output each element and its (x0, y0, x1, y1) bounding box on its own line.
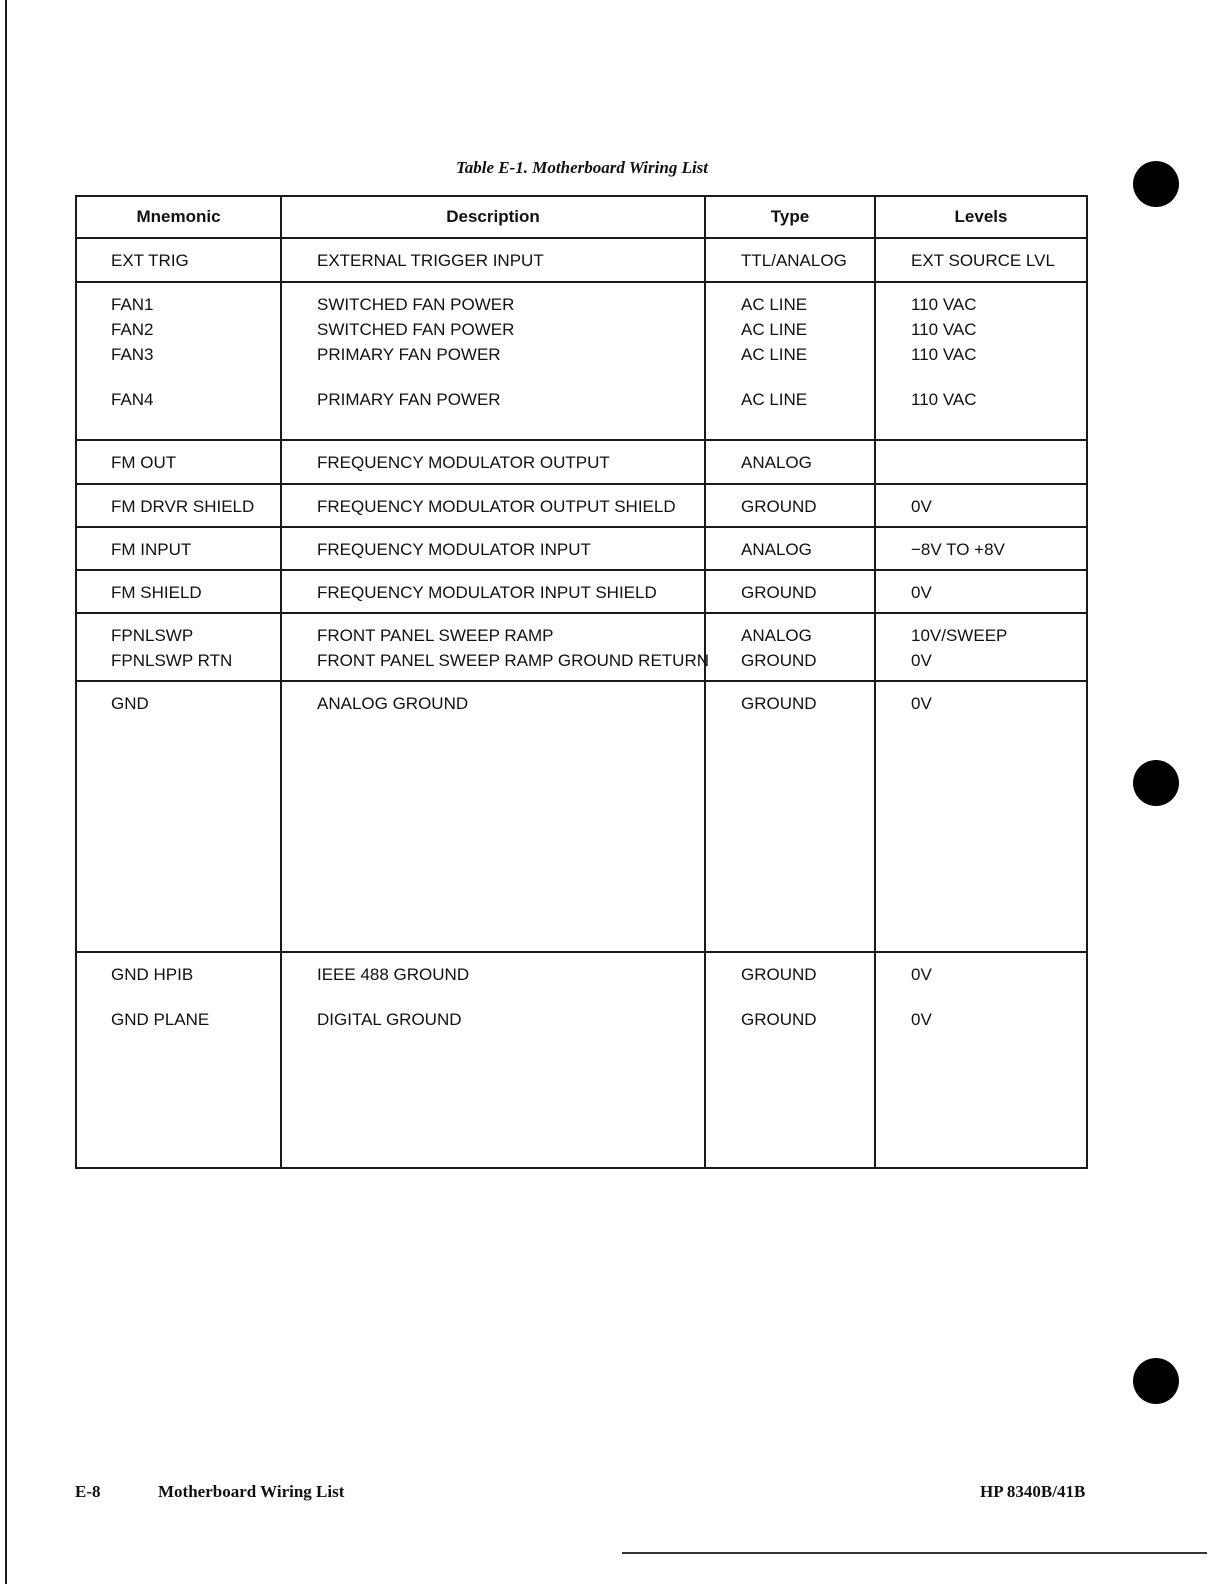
description: EXTERNAL TRIGGER INPUT (317, 251, 544, 270)
levels: 0V (911, 583, 932, 602)
binding-edge-line (5, 0, 7, 1584)
type: AC LINE (741, 295, 808, 314)
levels: 110 VAC (911, 320, 977, 339)
levels-cell (875, 952, 1087, 1168)
table-row (76, 440, 1087, 484)
table-row (76, 952, 1087, 1168)
levels: 110 VAC (911, 390, 977, 409)
mnemonic-cell (76, 613, 281, 681)
levels-cell (875, 681, 1087, 952)
type: AC LINE (741, 320, 808, 339)
levels: 0V (911, 965, 932, 984)
levels: 110 VAC (911, 345, 977, 364)
description-cell (281, 681, 705, 952)
type-cell (705, 570, 875, 613)
description: FRONT PANEL SWEEP RAMP (317, 626, 554, 645)
mnemonic: GND HPIB (111, 965, 194, 984)
levels: EXT SOURCE LVL (911, 251, 1055, 270)
type: GROUND (741, 583, 817, 602)
punch-hole-bottom (1133, 1358, 1179, 1404)
type: AC LINE (741, 345, 808, 364)
mnemonic: EXT TRIG (111, 251, 189, 270)
mnemonic: FM SHIELD (111, 583, 202, 602)
mnemonic-cell (76, 282, 281, 440)
type: AC LINE (741, 390, 808, 409)
type-cell (705, 613, 875, 681)
levels: 0V (911, 1010, 932, 1029)
type: GROUND (741, 694, 817, 713)
description: DIGITAL GROUND (317, 1010, 462, 1029)
levels-cell (875, 282, 1087, 440)
levels-cell (875, 570, 1087, 613)
type: GROUND (741, 1010, 817, 1029)
mnemonic: FAN3 (111, 345, 154, 364)
mnemonic-cell (76, 440, 281, 484)
mnemonic: FPNLSWP (111, 626, 194, 645)
description-cell (281, 570, 705, 613)
type-cell (705, 440, 875, 484)
description-cell (281, 613, 709, 681)
type: GROUND (741, 497, 817, 516)
header-mnemonic: Mnemonic (76, 196, 281, 238)
description: FRONT PANEL SWEEP RAMP GROUND RETURN (317, 651, 709, 670)
table-row (76, 570, 1087, 613)
levels (911, 450, 1086, 475)
footer-section-title: Motherboard Wiring List (158, 1482, 345, 1501)
description: PRIMARY FAN POWER (317, 345, 501, 364)
levels: 0V (911, 694, 932, 713)
levels: 10V/SWEEP (911, 626, 1008, 645)
mnemonic: FM DRVR SHIELD (111, 497, 255, 516)
table-row (76, 613, 1087, 681)
levels: 0V (911, 497, 932, 516)
mnemonic: FAN2 (111, 320, 154, 339)
type: ANALOG (741, 453, 812, 472)
mnemonic: FAN1 (111, 295, 154, 314)
type-cell (705, 681, 875, 952)
table-row (76, 238, 1087, 282)
mnemonic-cell (76, 681, 281, 952)
description-cell (281, 527, 705, 570)
type: ANALOG (741, 626, 812, 645)
type-cell (705, 282, 875, 440)
footer-page-number: E-8 (75, 1482, 101, 1501)
description: FREQUENCY MODULATOR OUTPUT (317, 453, 610, 472)
levels-cell (875, 527, 1087, 570)
header-levels: Levels (875, 196, 1087, 238)
description: ANALOG GROUND (317, 694, 469, 713)
table-row (76, 527, 1087, 570)
description-cell (281, 238, 705, 282)
mnemonic-cell (76, 570, 281, 613)
type-cell (705, 238, 875, 282)
description: PRIMARY FAN POWER (317, 390, 501, 409)
punch-hole-middle (1133, 760, 1179, 806)
levels-cell (875, 484, 1087, 527)
type: ANALOG (741, 540, 812, 559)
levels-cell (875, 440, 1087, 484)
mnemonic: FM OUT (111, 453, 177, 472)
levels: −8V TO +8V (911, 540, 1005, 559)
description: IEEE 488 GROUND (317, 965, 470, 984)
description-cell (281, 282, 705, 440)
table-row (76, 681, 1087, 952)
type: GROUND (741, 965, 817, 984)
wiring-table (75, 195, 1088, 1169)
table-row (76, 282, 1087, 440)
header-row (76, 196, 1087, 238)
table-row (76, 484, 1087, 527)
description: FREQUENCY MODULATOR INPUT SHIELD (317, 583, 657, 602)
type: TTL/ANALOG (741, 251, 847, 270)
mnemonic-cell (76, 952, 281, 1168)
mnemonic: FM INPUT (111, 540, 192, 559)
description-cell (281, 440, 705, 484)
levels: 0V (911, 651, 932, 670)
description: SWITCHED FAN POWER (317, 320, 515, 339)
description-cell (281, 952, 705, 1168)
description-cell (281, 484, 705, 527)
table-caption: Table E-1. Motherboard Wiring List (455, 158, 709, 177)
mnemonic: GND (111, 694, 149, 713)
type-cell (705, 484, 875, 527)
header-description: Description (281, 196, 705, 238)
mnemonic-cell (76, 484, 281, 527)
type-cell (705, 527, 875, 570)
levels: 110 VAC (911, 295, 977, 314)
description: FREQUENCY MODULATOR INPUT (317, 540, 591, 559)
levels-cell (875, 238, 1087, 282)
type: GROUND (741, 651, 817, 670)
bottom-rule (622, 1552, 1207, 1554)
header-type: Type (705, 196, 875, 238)
levels-cell (875, 613, 1087, 681)
mnemonic: FAN4 (111, 390, 154, 409)
description: FREQUENCY MODULATOR OUTPUT SHIELD (317, 497, 676, 516)
type-cell (705, 952, 875, 1168)
mnemonic-cell (76, 527, 281, 570)
footer-model: HP 8340B/41B (980, 1482, 1086, 1501)
mnemonic-cell (76, 238, 281, 282)
description: SWITCHED FAN POWER (317, 295, 515, 314)
mnemonic: GND PLANE (111, 1010, 210, 1029)
mnemonic: FPNLSWP RTN (111, 651, 233, 670)
